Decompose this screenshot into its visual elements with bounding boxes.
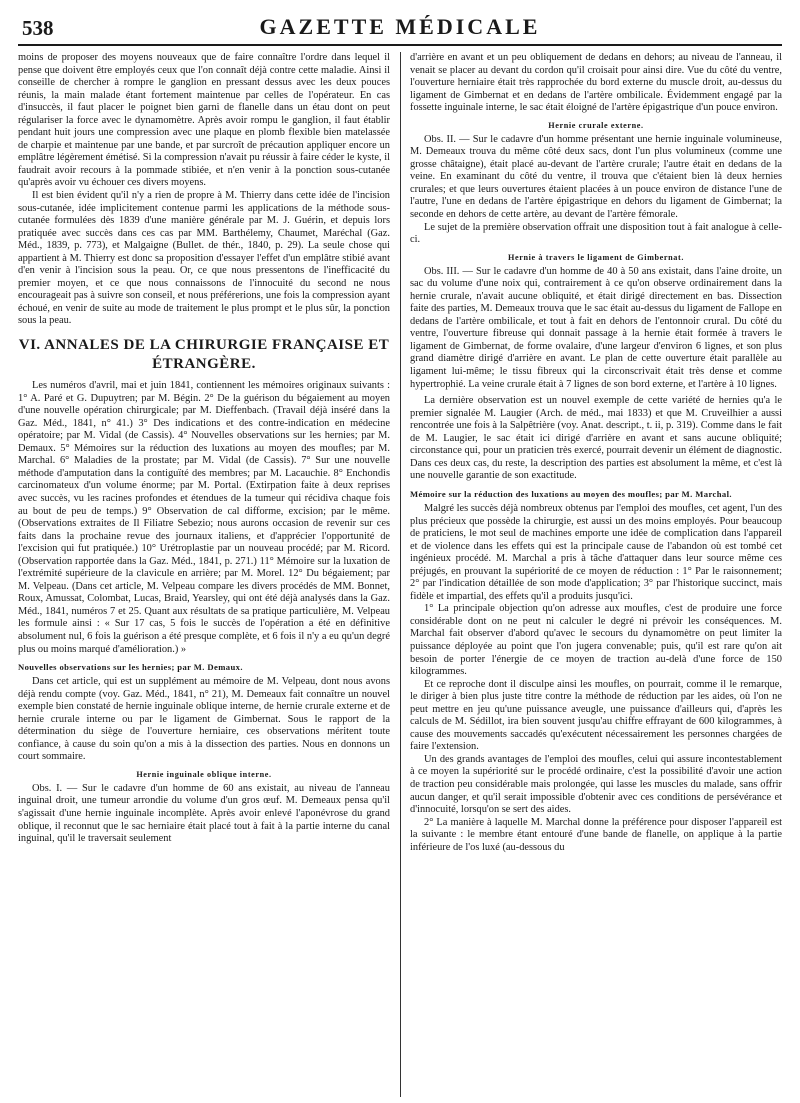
paragraph: Obs. II. — Sur le cadavre d'un homme présentant une hernie inguinale volumineuse, M. Demeaux trouva du même côté deux sacs, dont l'un plus volumineux (comme une grosse châtaigne), était placé au-devant de l'artère crurale; l'autre était en dedans de la veine. En examinant du côté du ventre, il trouva que c'étaient bien là deux hernies crurales; et que leurs ouvertures étaient placées à un pouce environ de distance l'une de l'autre, l'une en dedans de l'artère épigastrique en dehors du ligament de Gimbernat; la seconde en dehors de cette artère, au devant de l'artère fémorale. [410,133,782,221]
section-title: VI. ANNALES DE LA CHIRURGIE FRANÇAISE ET ÉTRANGÈRE. [18,337,390,373]
subheading: Hernie crurale externe. [548,120,644,130]
subheading: Hernie à travers le ligament de Gimbernat. [508,252,684,262]
paragraph: 1° La principale objection qu'on adresse aux moufles, c'est de produire une force considérable dont on ne peut ni calculer le degré ni prévoir les conséquences. M. Marchal fait observer d'abord qu'avec le secours du dynamomètre on peut limiter la puissance déployée au point que l'on jugera convenable; puis, qu'il est rare qu'on ait besoin de porter l'énergie de ce moyen de traction au-delà d'une force de 150 kilogrammes. [410,603,782,678]
columns [18,52,782,1097]
right-column [410,52,782,1097]
page-number: 538 [22,16,54,40]
paragraph: Dans cet article, qui est un supplément au mémoire de M. Velpeau, dont nous avons déjà rendu compte (voy. Gaz. Méd., 1841, n° 21), M. Demeaux fait connaître un nouvel exemple bien constaté de hernie inguinale oblique interne, de hernie crurale externe et de hernie crurale interne ou par le ligament de Gimbernat. Sous le rapport de la détermination du siège de l'ouverture herniaire, ces observations méritent toute confiance, à cause du soin qu'on a mis à la dissection des parties. Nous en donnons un court sommaire. [18,676,390,763]
paragraph: Les numéros d'avril, mai et juin 1841, contiennent les mémoires originaux suivants : 1° A. Paré et G. Dupuytren; par M. Bégin. 2° De la guérison du bégaiement au moyen d'une nouvelle opération chirurgicale; par M. Dieffenbach. (Travail déjà inséré dans la Gaz. Méd., 1841, n° 41.) 3° Des indications et des contre-indication en médecine opératoire; par M. Vidal (de Cassis). 4° Nouvelles observations sur les hernies; par M. Demaux. 5° Mémoires sur la réduction des luxations au moyen des moufles; par M. Marchal. 6° Maladies de la prostate; par M. Vidal (de Cassis). 7° Sur une nouvelle méthode d'amputation dans la contiguïté des membres; par M. Lacauchie. 8° Enchondis carcinomateux d'un volume énorme; par M. Portal. (Extirpation faite à deux reprises avec succès, vu les racines profondes et étendues de la tumeur qui récidiva chaque fois au bout de peu de temps.) 9° Observation de cal difforme, excision; par le même. (Observations extraites de Il Filiatre Sebezio; nous aurons occasion de revenir sur ces faits dans la prochaine revue des journaux italiens, et d'apprécier l'opportunité de l'excision qui fut pratiquée.) 10° Urétroplastie par un nouveau procédé; par M. Ricord. (Observation rapportée dans la Gaz. Méd., 1841, p. 271.) 11° Mémoire sur la luxation de l'extrémité supérieure de la clavicule en arrière; par M. Morel. 12° Du bégaiement; par M. Velpeau. (Dans cet article, M. Velpeau compare les divers procédés de MM. Bonnet, Roux, Amussat, Colombat, Lucas, Braid, Yearsley, qui ont été déjà analysés dans la Gaz. Méd., 1841, numéros 7 et 25. Quant aux résultats de sa pratique particulière, M. Velpeau les formule ainsi : « Sur 17 cas, 5 fois le succès de l'opération a été en définitive absolument nul, 6 fois la guérison a été presque complète, et 6 fois il n'y a eu qu'un degré plus ou moins marqué d'amélioration.) » [18,380,390,655]
paragraph: Le sujet de la première observation offrait une disposition tout à fait analogue à celle-ci. [410,221,782,246]
paragraph: d'arrière en avant et un peu obliquement de dedans en dehors; au niveau de l'anneau, il venait se placer au devant du cordon qu'il croisait pour ainsi dire. Vue du côté du ventre, l'ouverture herniaire était très rapprochée du bord externe du muscle droit, au-dessus du ligament de Gimbernat et en dedans de l'artère ombilicale. Évidemment engagé par la fossette inguinale interne, le sac était éloigné de l'artère épigastrique d'un pouce environ. [410,52,782,114]
paragraph: Un des grands avantages de l'emploi des moufles, celui qui assure incontestablement à ce moyen la supériorité sur le procédé ordinaire, c'est la possibilité d'avoir une action de traction peu considérable mais prolongée, qui lasse les muscles du malade, sans offrir aucun danger, et qu'il serait impossible d'obtenir avec ces conditions de persévérance et d'innocuité, lorsqu'on se sert des aides. [410,753,782,816]
paragraph: Obs. III. — Sur le cadavre d'un homme de 40 à 50 ans existait, dans l'aine droite, un sac du volume d'une noix qui, contrairement à ce qu'on observe ordinairement dans la hernie crurale, n'avait aucune obliquité, et était dirigé directement en bas. Dissection faite des parties, M. Demeaux trouva que le sac était au-dessus du ligament de Fallope en dedans de l'artère ombilicale, et tout à fait en dehors de l'entonnoir crural. Du côté du ventre, l'ouverture fibreuse qui donnait passage à la hernie était formée à travers le ligament de Gimbernat, de forme ovalaire, d'une largeur d'environ 6 lignes, et son plus grand diamètre dirigé d'arrière en avant. Le plan de cette ouverture était parallèle au ligament lui-même; le tissu fibreux qui la circonscrivait était très dense et comme hypertrophié. La veine crurale était à 7 lignes de son bord externe, et l'artère à 10 lignes. [410,265,782,390]
subheading: Hernie inguinale oblique interne. [136,769,272,779]
left-column [18,52,390,1097]
paragraph: moins de proposer des moyens nouveaux que de faire connaître l'ordre dans lequel il pense que doivent être employés ceux que l'on connaît déjà contre cette maladie. Ainsi il conseille de chercher à rompre le ganglion en pressant dessus avec les deux pouces réunis, la main malade étant fortement maintenue par celles de l'opérateur. En cas d'insuccès, il faut placer le poignet bien garni de flanelle dans un étau dont on peut régulariser la force avec le dynamomètre. Après avoir rompu le ganglion, il faut établir pendant huit jours une compression avec une plaque en plomb flexible bien matelassée de charpie et maintenue par une bande, et par surcroît de précaution appliquer encore un emplâtre légèrement émétisé. Si la compression n'avait pu réussir à faire céder le kyste, il faudrait avoir recours à la pommade stibiée, et n'en venir à la ponction sous-cutanée qu'après avoir vu échouer ces divers moyens. [18,52,390,189]
page-header [18,14,782,46]
journal-title: GAZETTE MÉDICALE [259,14,541,39]
paragraph: Obs. I. — Sur le cadavre d'un homme de 60 ans existait, au niveau de l'anneau inguinal droit, une tumeur arrondie du volume d'un gros œuf. M. Demeaux pensa qu'il s'agissait d'une hernie inguinale incomplète. Après avoir enlevé l'aponévrose du grand oblique, il reconnut que le sac herniaire était placé tout à fait à la partie interne du canal inguinal, qu'il le traversait seulement [18,782,390,845]
subheading: Mémoire sur la réduction des luxations au moyen des moufles; par M. Marchal. [410,488,732,499]
column-rule [400,52,401,1097]
paragraph: Malgré les succès déjà nombreux obtenus par l'emploi des moufles, cet agent, l'un des plus précieux que possède la chirurgie, est aussi un des moins employés. Pour beaucoup de praticiens, le mot seul de machines emporte une idée de complication dans l'appareil et de violence dans les effets qui est la principale cause de l'abandon où est tombé cet ingénieux procédé. M. Marchal a pris à tâche d'attaquer dans leur source même ces préjugés, en prouvant la supériorité de ce moyen de réduction : 1° Par le raisonnement; 2° par l'indication détaillée de son mode d'application; 3° par l'historique succinct, mais fidèle et impartial, des effets qu'il a produits jusqu'ici. [410,502,782,602]
paragraph: 2° La manière à laquelle M. Marchal donne la préférence pour disposer l'appareil est la suivante : le membre étant entouré d'une bande de flanelle, on applique à la partie inférieure de l'os luxé (au-dessous du [410,816,782,853]
paragraph: Il est bien évident qu'il n'y a rien de propre à M. Thierry dans cette idée de l'incision sous-cutanée, idée implicitement contenue parmi les applications de la méthode sous-cutanée formulées dès 1839 d'une manière générale par M. J. Guérin, et depuis lors pratiquée avec succès dans ces cas par MM. Barthélemy, Chaumet, Maréchal (Gaz. Méd., 1839, p. 773), et Malgaigne (Bullet. de thér., 1840, p. 29). La seule chose qui appartient à M. Thierry est donc sa proposition d'essayer l'effet d'un emplâtre stibié avant d'en venir à l'incision sous la peau. Or, ce que nous pressentons de l'inefficacité du premier moyen, et ce que nous connaissons de l'innocuité du second ne nous encourageait pas à suivre son conseil, et nous préférerions, une fois la compression ayant échoué, en venir de suite au mode de traitement le plus prompt et le plus sûr, la ponction sous la peau. [18,190,390,327]
paragraph: Et ce reproche dont il disculpe ainsi les moufles, on pourrait, comme il le remarque, le diriger à bien plus juste titre contre la méthode de réduction par les aides, où l'on ne peut mettre en jeu qu'une puissance aveugle, une puissance d'ailleurs qui, d'après les calculs de M. Sédillot, ira bien souvent jusqu'au chiffre effrayant de 600 kilogrammes, à cause des mouvements saccadés qu'exécutent nécessairement les personnes chargées de faire l'extension. [410,678,782,753]
paragraph: La dernière observation est un nouvel exemple de cette variété de hernies qu'a le premier signalée M. Laugier (Arch. de méd., mai 1833) et que M. Cruveilhier a aussi rencontrée une fois à la Salpêtrière (voy. Anat. descript., t. ii, p. 319). Comme dans le fait de M. Laugier, le sac était ici dirigé d'arrière en avant et sans aucune obliquité; circonstance qui, pour un praticien très exercé, pourrait devenir un élément de diagnostic. Dans ces deux cas, du reste, la description des parties est absolument la même, et c'est là une nouvelle garantie de son exactitude. [410,395,782,482]
subheading: Nouvelles observations sur les hernies; par M. Demaux. [18,662,243,673]
